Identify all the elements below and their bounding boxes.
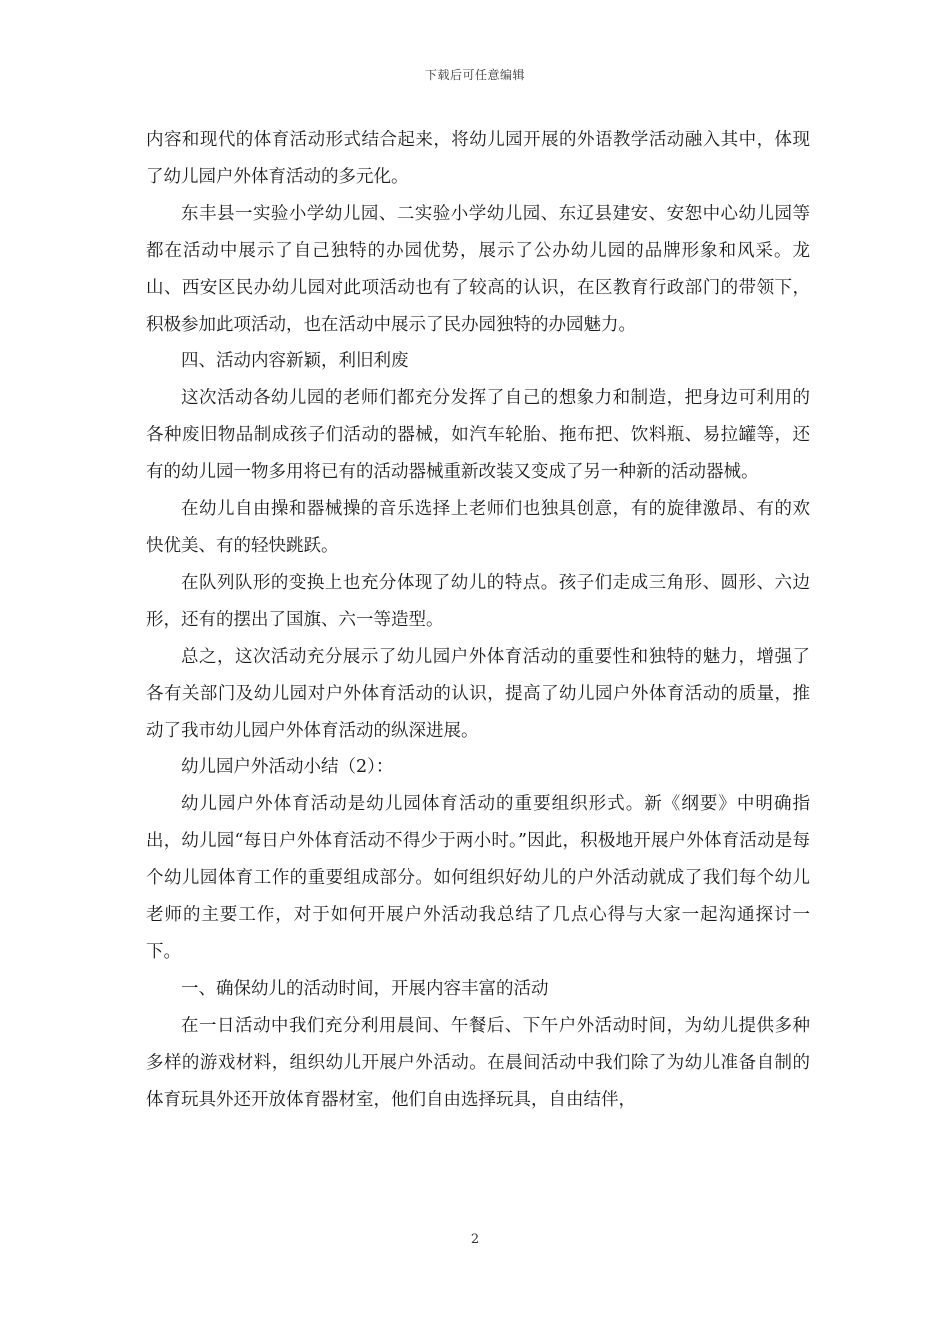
paragraph-5: 在队列队形的变换上也充分体现了幼儿的特点。孩子们走成三角形、圆形、六边形，还有的摆出了国旗、六一等造型。 — [146, 572, 810, 630]
paragraph-8: 在一日活动中我们充分利用晨间、午餐后、下午户外活动时间，为幼儿提供多种多样的游戏材料，组织幼儿开展户外活动。在晨间活动中我们除了为幼儿准备自制的体育玩具外还开放体育器材室，他们自由选择玩具，自由结伴， — [146, 1015, 810, 1110]
paragraph-4: 在幼儿自由操和器械操的音乐选择上老师们也独具创意，有的旋律激昂、有的欢快优美、有的轻快跳跃。 — [146, 499, 810, 556]
section-heading-4: 四、活动内容新颖，利旧利废 — [181, 351, 409, 372]
paragraph-2: 东丰县一实验小学幼儿园、二实验小学幼儿园、东辽县建安、安恕中心幼儿园等都在活动中展示了自己独特的办园优势，展示了公办幼儿园的品牌形象和风采。龙山、西安区民办幼儿园对此项活动也有了较高的认识，在区教育行政部门的带领下，积极参加此项活动，也在活动中展示了民办园独特的办园魅力。 — [146, 203, 810, 335]
section-heading-1: 一、确保幼儿的活动时间，开展内容丰富的活动 — [181, 978, 549, 999]
paragraph-6: 总之，这次活动充分展示了幼儿园户外体育活动的重要性和独特的魅力，增强了各有关部门及幼儿园对户外体育活动的认识，提高了幼儿园户外体育活动的质量，推动了我市幼儿园户外体育活动的纵深进展。 — [146, 646, 810, 741]
paragraph-7: 幼儿园户外体育活动是幼儿园体育活动的重要组织形式。新《纲要》中明确指出，幼儿园“每日户外体育活动不得少于两小时。”因此，积极地开展户外体育活动是每个幼儿园体育工作的重要组成部分。如何组织好幼儿的户外活动就成了我们每个幼儿老师的主要工作，对于如何开展户外活动我总结了几点心得与大家一起沟通探讨一下。 — [146, 794, 810, 962]
subtitle-summary-2: 幼儿园户外活动小结（2）： — [181, 757, 394, 778]
paragraph-1: 内容和现代的体育活动形式结合起来，将幼儿园开展的外语教学活动融入其中，体现了幼儿园户外体育活动的多元化。 — [146, 130, 810, 187]
document-body — [146, 122, 810, 1118]
paragraph-3: 这次活动各幼儿园的老师们都充分发挥了自己的想象力和制造，把身边可利用的各种废旧物品制成孩子们活动的器械，如汽车轮胎、拖布把、饮料瓶、易拉罐等，还有的幼儿园一物多用将已有的活动器械重新改装又变成了另一种新的活动器械。 — [146, 388, 810, 483]
page-header: 下载后可任意编辑 — [424, 68, 525, 82]
page-number: 2 — [470, 1232, 480, 1247]
